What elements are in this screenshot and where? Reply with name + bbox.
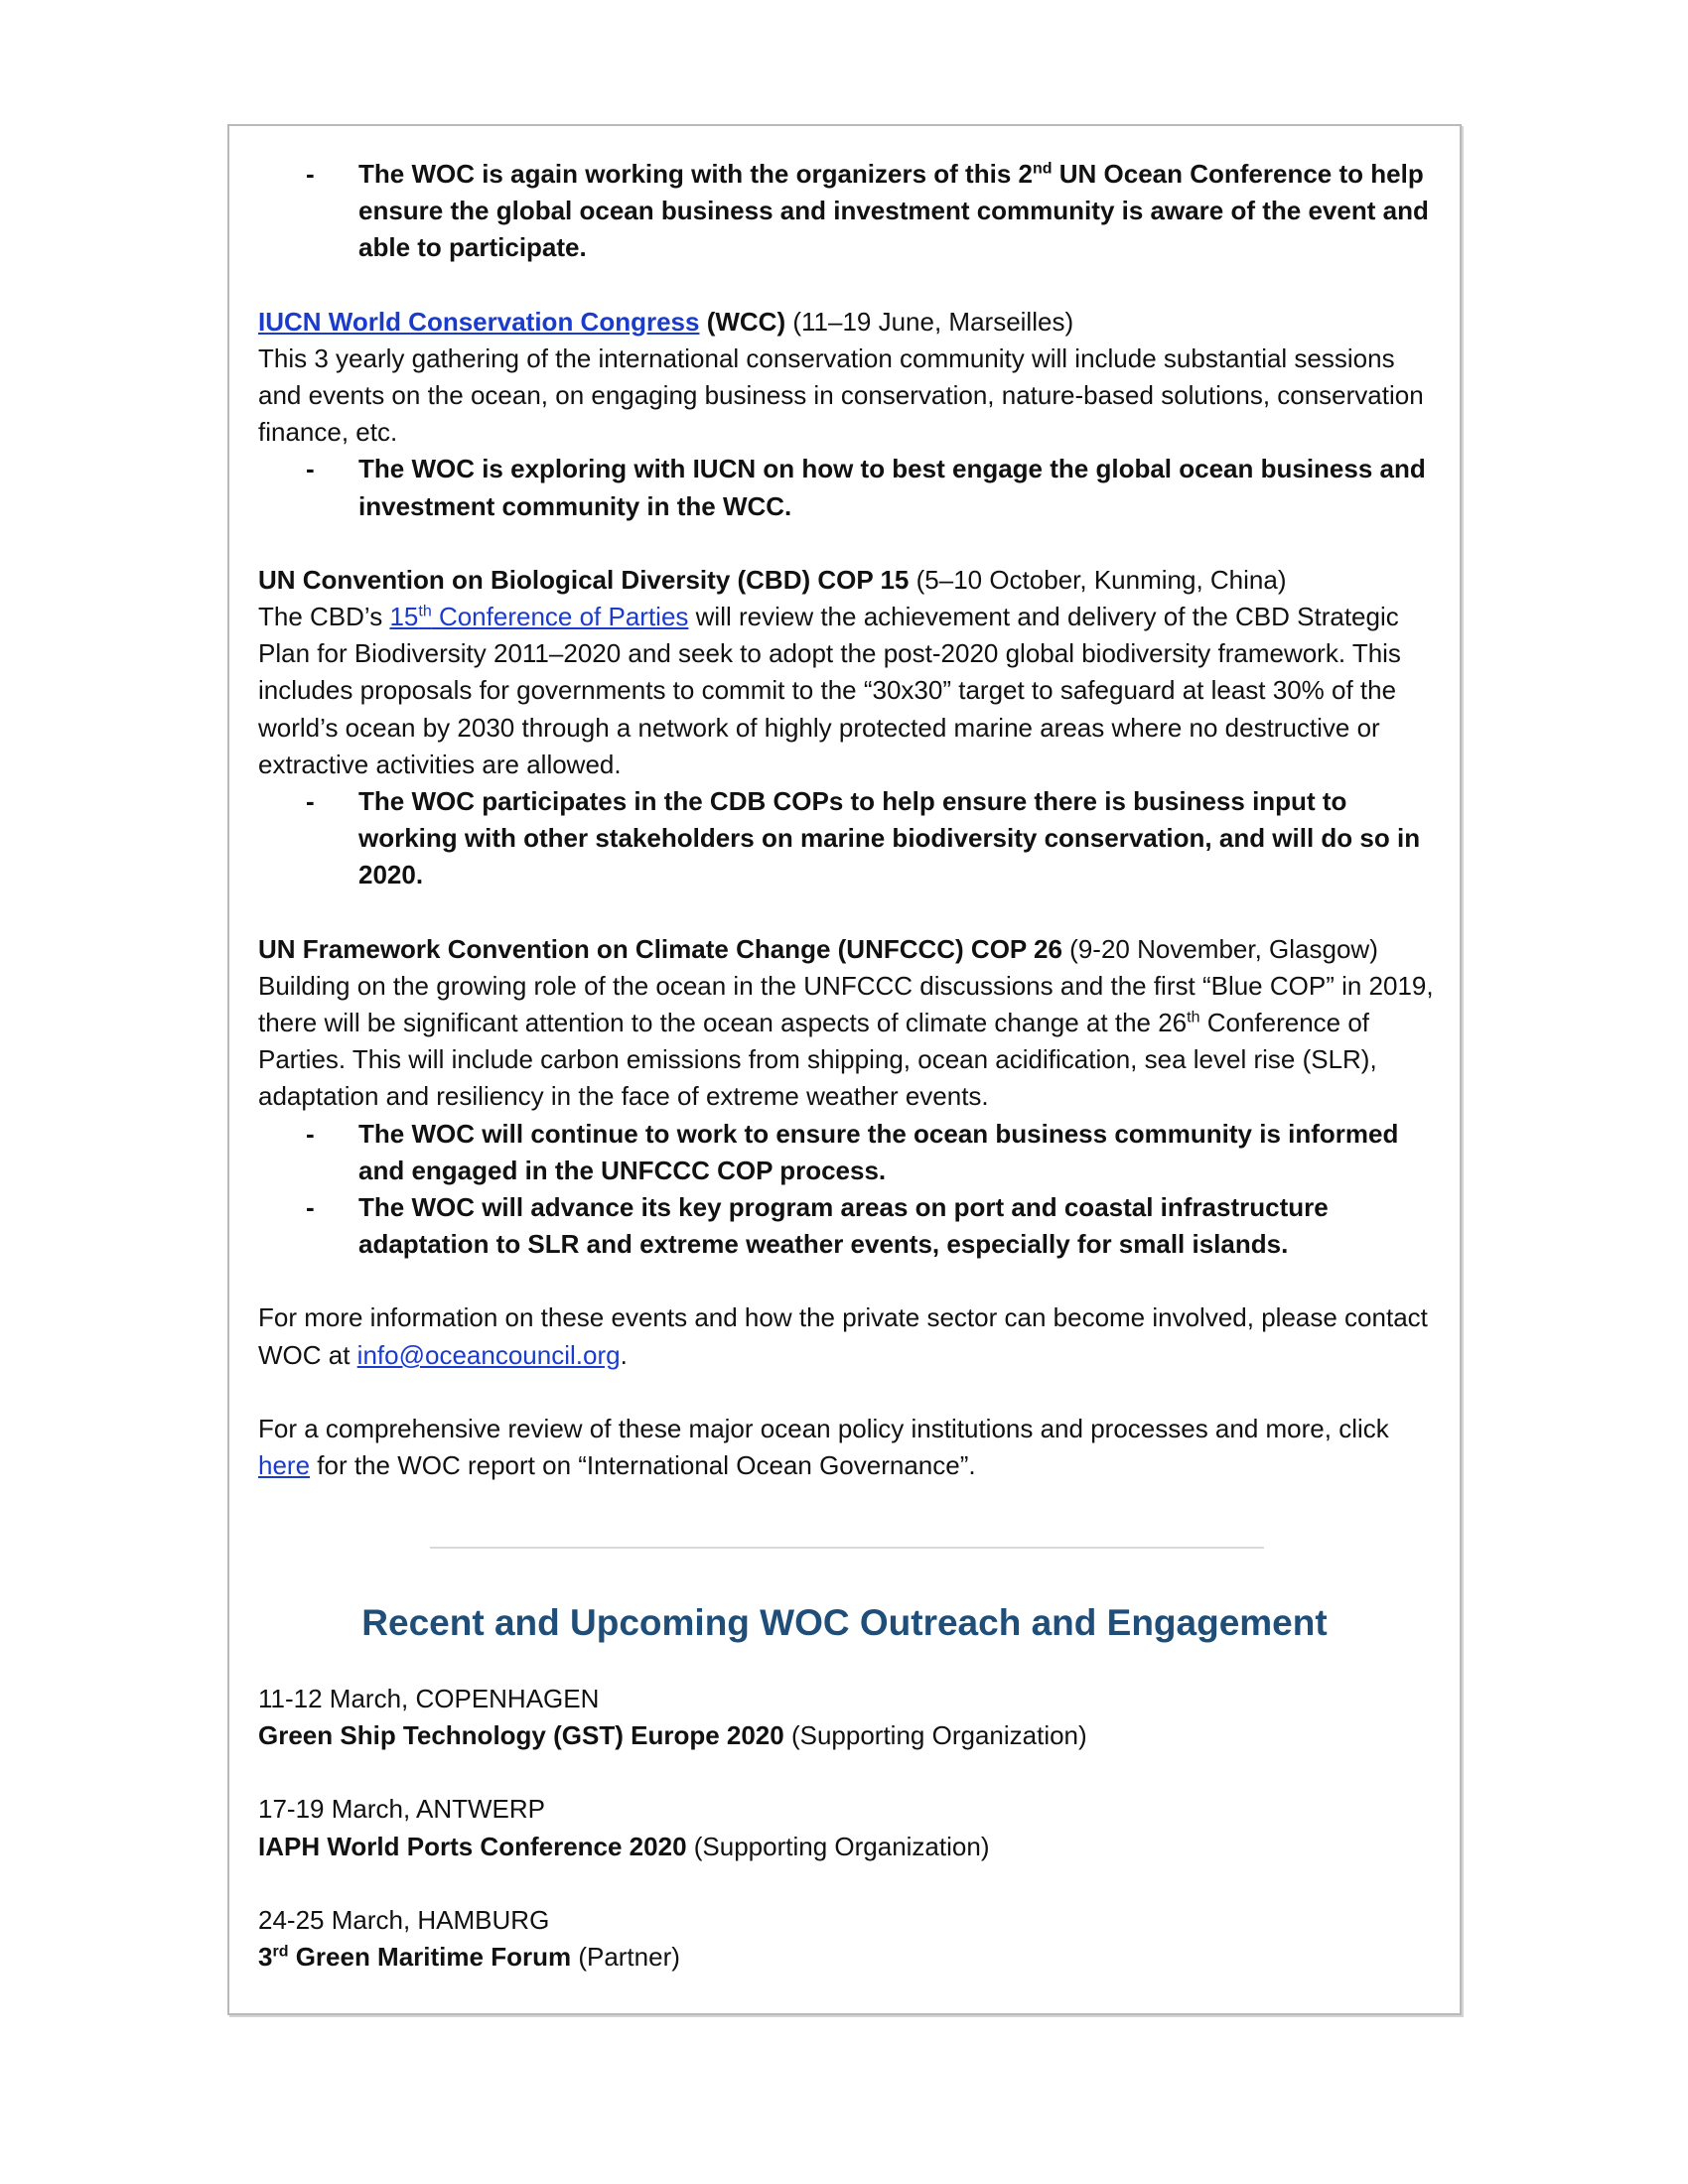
- bullet-dash: -: [306, 1192, 315, 1223]
- iucn-congress-link[interactable]: IUCN World Conservation Congress: [258, 306, 700, 337]
- bullet-dash: -: [306, 786, 315, 817]
- event-title: [258, 1829, 1440, 1865]
- event-item: [258, 1681, 1440, 1754]
- report-here-link[interactable]: here: [258, 1450, 311, 1481]
- unfccc-bullet-2: [258, 1189, 1440, 1263]
- event-item: [258, 1791, 1440, 1864]
- bullet-dash: -: [306, 159, 315, 189]
- unoc-bullet-text-a: The WOC is again working with the organizers of this 2: [358, 159, 1033, 189]
- review-text: For a comprehensive review of these major ocean policy institutions and processes and more, click: [258, 1413, 1389, 1443]
- event-item: [258, 1902, 1440, 1976]
- cbd-heading: [258, 562, 1440, 599]
- bullet-dash: -: [306, 1118, 315, 1149]
- event-title: [258, 1717, 1440, 1754]
- event-role: (Supporting Organization): [686, 1831, 990, 1861]
- unoc-bullet-text-b: UN Ocean Conference to help ensure the global ocean business and investment community is aware of the event and able to participate.: [358, 159, 1429, 263]
- cbd-bullet-text: The WOC participates in the CDB COPs to help ensure there is business input to working with other stakeholders on marine biodiversity conservation, and will do so in 2020.: [358, 786, 1421, 890]
- unfccc-bullet-2-text: The WOC will advance its key program areas on port and coastal infrastructure adaptation to SLR and extreme weather events, especially for small islands.: [358, 1192, 1329, 1260]
- unoc-bullet-sup: nd: [1032, 160, 1053, 178]
- event-title: [258, 1939, 1440, 1976]
- unfccc-body-b: Conference of Parties. This will include carbon emissions from shipping, ocean acidification, sea level rise (SLR), adaptation and resiliency in the face of extreme weather events.: [258, 1008, 1377, 1112]
- event-name-number: 3: [258, 1942, 273, 1973]
- unoc-bullet: [258, 156, 1440, 267]
- cbd-body: [258, 599, 1440, 783]
- event-name: Green Maritime Forum: [288, 1942, 572, 1973]
- unfccc-bullet-1-text: The WOC will continue to work to ensure the ocean business community is informed and engaged in the UNFCCC COP process.: [358, 1118, 1399, 1185]
- event-date: 17-19 March, ANTWERP: [258, 1794, 545, 1825]
- cbd-body-rest: will review the achievement and delivery of the CBD Strategic Plan for Biodiversity 2011–2020 and seek to adopt the post-2020 global biodiversity framework. This includes proposals for governments to commit to the “30x30” target to safeguard at least 30% of the world’s ocean by 2030 through a network of highly protected marine areas where no destructive or extractive activities are allowed.: [258, 602, 1401, 779]
- bullet-dash: -: [306, 454, 315, 484]
- unfccc-body-a: Building on the growing role of the ocean in the UNFCCC discussions and the first “Blue COP” in 2019, there will be significant attention to the ocean aspects of climate change at the 26: [258, 970, 1434, 1038]
- iucn-bullet: [258, 451, 1440, 524]
- cbd-bullet: [258, 783, 1440, 894]
- policy-events-section: [258, 156, 1440, 1484]
- newsletter-card: [227, 124, 1462, 2015]
- unfccc-dates: (9-20 November, Glasgow): [1061, 933, 1378, 964]
- cbd-dates: (5–10 October, Kunming, China): [909, 564, 1287, 595]
- event-date: 11-12 March, COPENHAGEN: [258, 1684, 600, 1713]
- outreach-title: Recent and Upcoming WOC Outreach and Engagement: [361, 1602, 1328, 1643]
- unfccc-bullet-1: [258, 1116, 1440, 1189]
- outreach-event-list: [258, 1681, 1440, 1976]
- review-text-end: for the WOC report on “International Ocean Governance”.: [310, 1450, 976, 1481]
- iucn-body: This 3 yearly gathering of the international conservation community will include substantial sessions and events on the ocean, on engaging business in conservation, nature-based solutions, conservation finance, etc.: [258, 342, 1424, 448]
- section-divider: [430, 1547, 1264, 1549]
- unfccc-body: [258, 968, 1440, 1116]
- iucn-abbr: (WCC): [699, 306, 786, 337]
- email-link[interactable]: info@oceancouncil.org: [356, 1339, 621, 1370]
- cbd-body-intro: The CBD’s: [258, 602, 390, 632]
- review-paragraph: [258, 1411, 1440, 1484]
- iucn-bullet-text: The WOC is exploring with IUCN on how to best engage the global ocean business and investment community in the WCC.: [358, 454, 1426, 521]
- event-date: 24-25 March, HAMBURG: [258, 1904, 550, 1935]
- more-info-text: For more information on these events and how the private sector can become involved, please contact WOC at: [258, 1302, 1428, 1370]
- event-name: Green Ship Technology (GST) Europe 2020: [258, 1720, 784, 1751]
- cbd-link-number: 15: [389, 602, 419, 632]
- unfccc-body-sup: th: [1187, 1009, 1200, 1026]
- iucn-heading: [258, 304, 1440, 341]
- unfccc-heading: [258, 931, 1440, 968]
- event-role: (Partner): [571, 1942, 680, 1973]
- event-name-sup: rd: [272, 1943, 289, 1961]
- cbd-cop-link[interactable]: [389, 602, 688, 631]
- iucn-dates: (11–19 June, Marseilles): [785, 306, 1074, 337]
- cbd-title: UN Convention on Biological Diversity (CBD) COP 15: [258, 564, 910, 595]
- more-info-paragraph: [258, 1299, 1440, 1373]
- more-info-period: .: [620, 1339, 628, 1370]
- cbd-link-text: Conference of Parties: [431, 602, 689, 632]
- event-name: IAPH World Ports Conference 2020: [258, 1831, 687, 1861]
- unfccc-title: UN Framework Convention on Climate Change (UNFCCC) COP 26: [258, 933, 1062, 964]
- cbd-link-sup: th: [418, 603, 432, 620]
- event-role: (Supporting Organization): [783, 1720, 1087, 1751]
